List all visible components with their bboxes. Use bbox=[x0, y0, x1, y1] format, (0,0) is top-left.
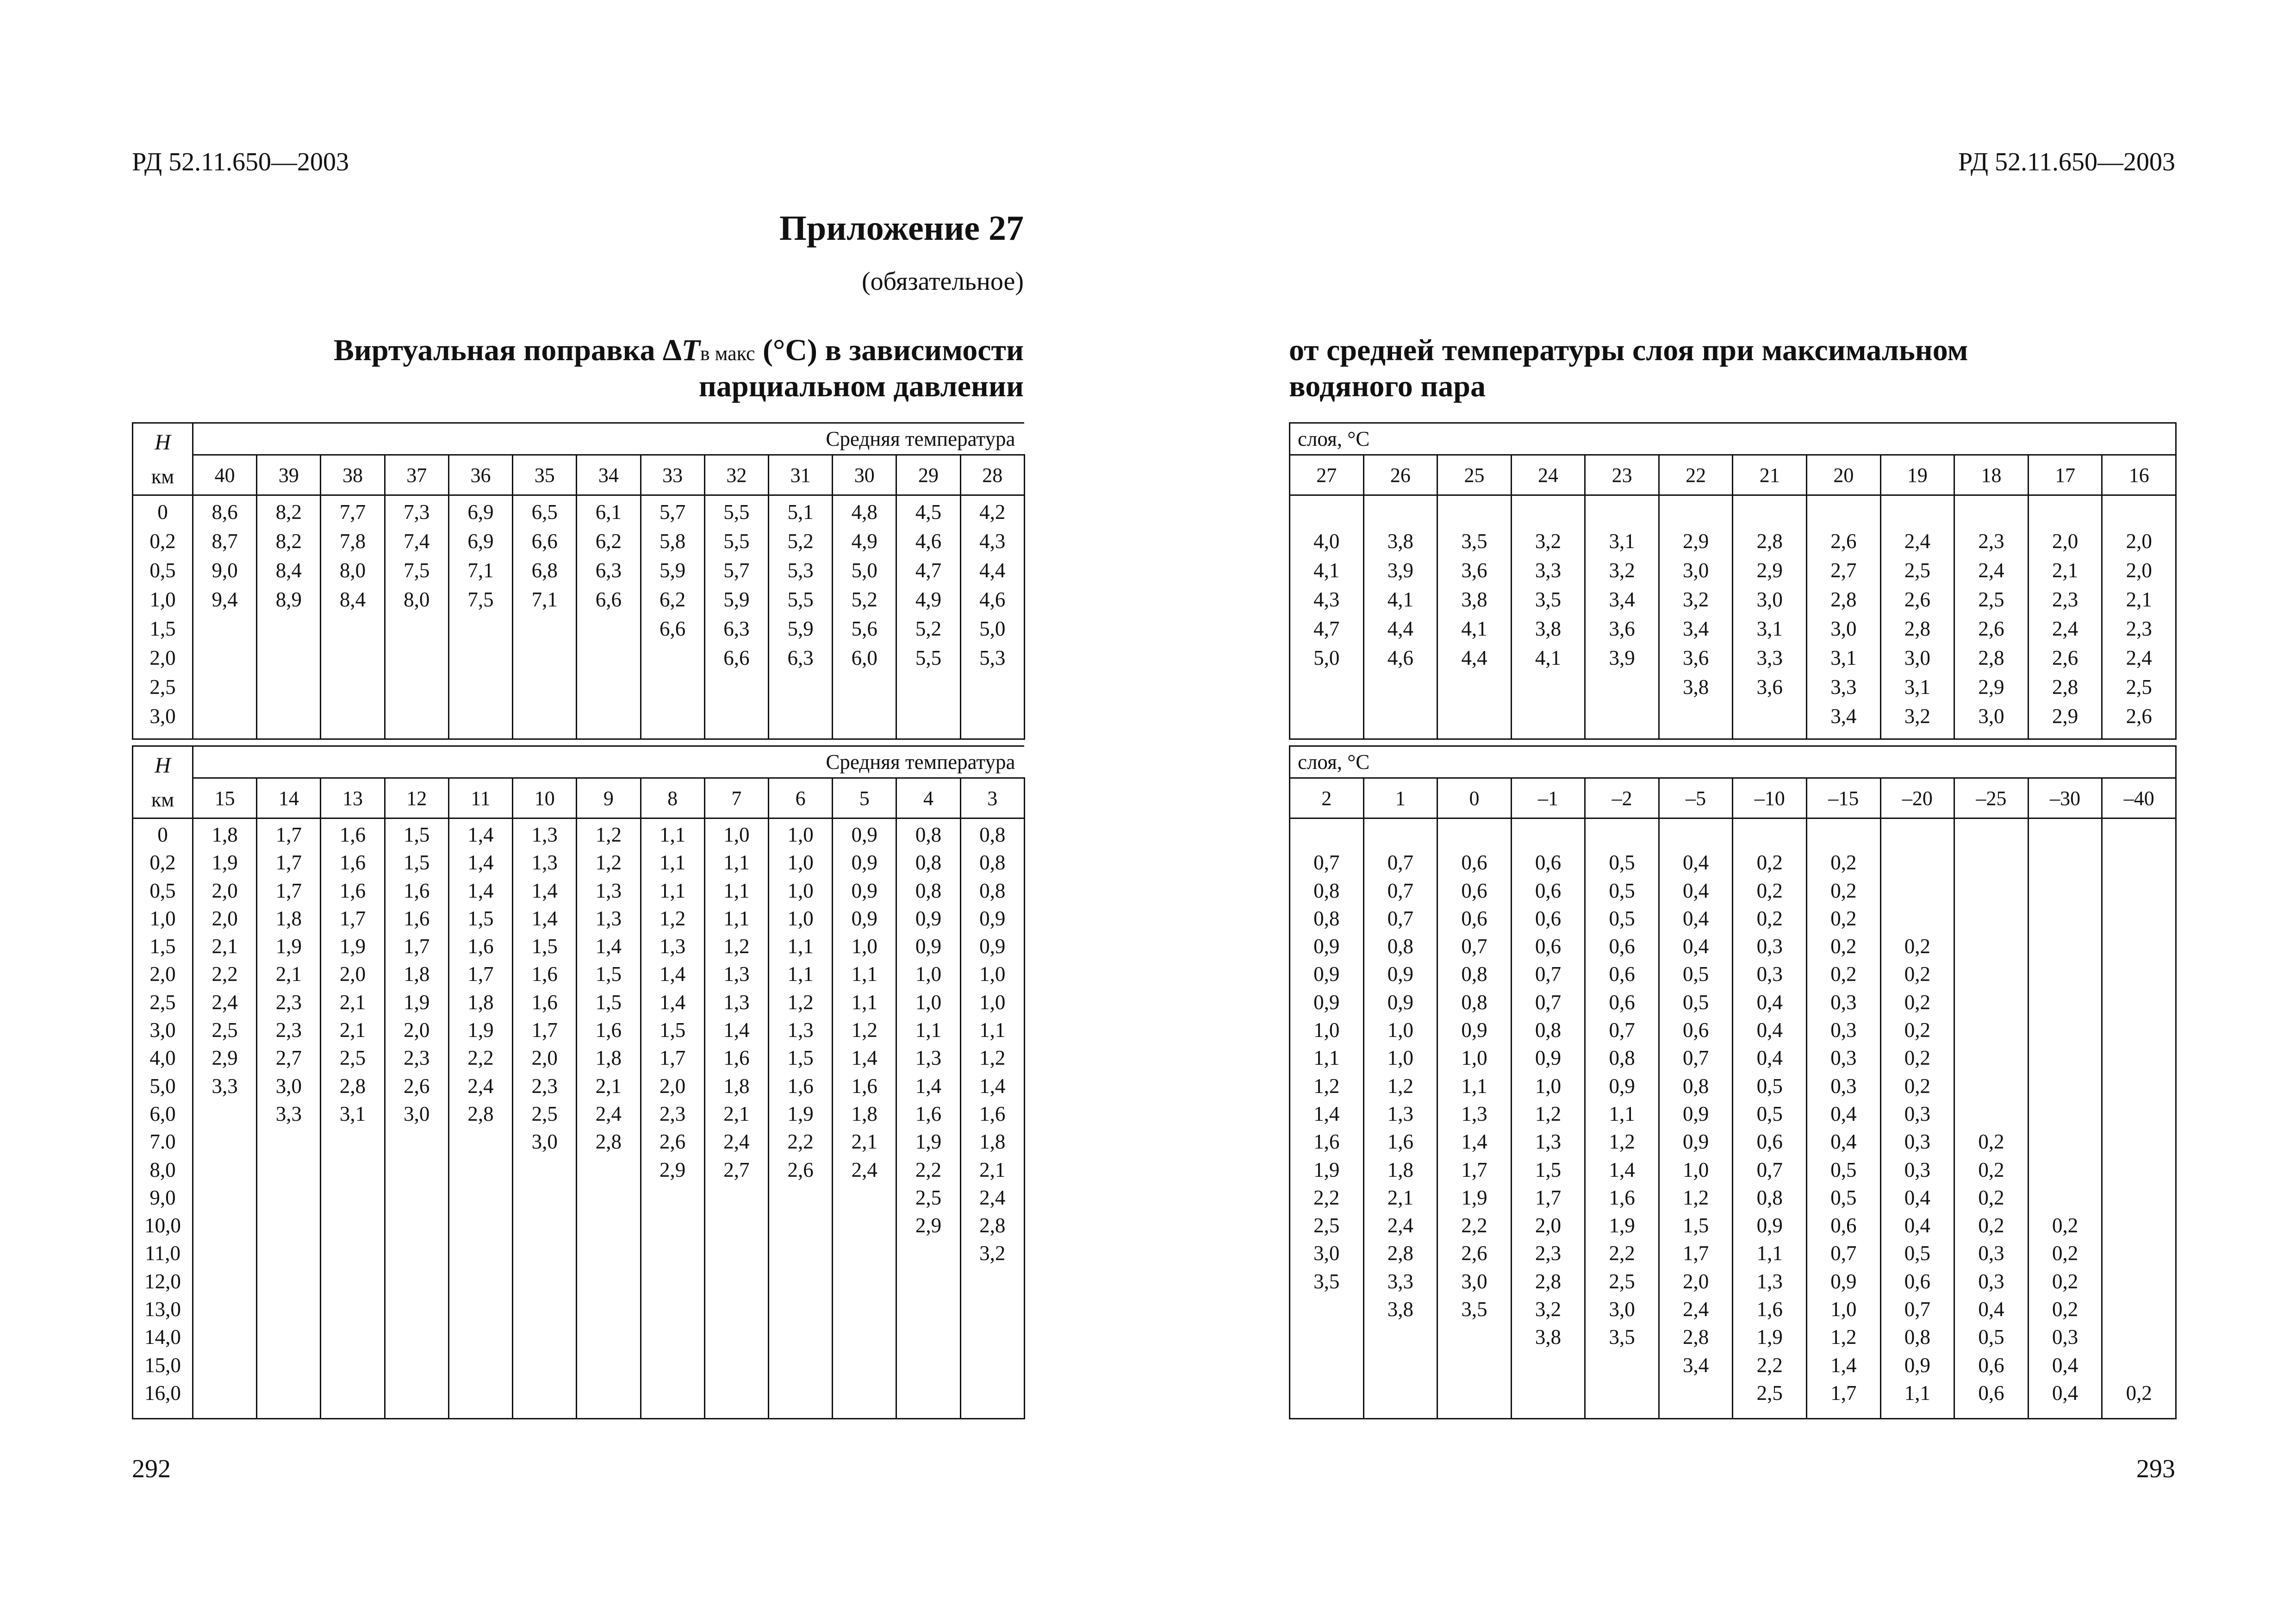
value-column: 0,5 0,5 0,5 0,6 0,6 0,6 0,7 0,8 0,9 1,1 1,2 1,4 1,6 1,9 2,2 2,5 3,0 3,5 bbox=[1585, 818, 1659, 1419]
title-t: T bbox=[681, 333, 700, 367]
column-header: 28 bbox=[960, 455, 1024, 495]
value-column: 6,5 6,6 6,8 7,1 bbox=[513, 495, 577, 739]
span-row bbox=[133, 746, 1025, 778]
h-km-header bbox=[133, 423, 193, 495]
data-row bbox=[133, 818, 1025, 1419]
column-header: 18 bbox=[1954, 455, 2028, 495]
column-header: –30 bbox=[2028, 778, 2102, 818]
column-header: –25 bbox=[1954, 778, 2028, 818]
column-header: 8 bbox=[641, 778, 704, 818]
value-column: 1,0 1,1 1,1 1,1 1,2 1,3 1,3 1,4 1,6 1,8 2,1 2,4 2,7 bbox=[704, 818, 768, 1419]
table-upper-right bbox=[1289, 422, 2177, 740]
column-header: 14 bbox=[257, 778, 321, 818]
value-column: 2,8 2,9 3,0 3,1 3,3 3,6 bbox=[1733, 495, 1807, 739]
value-column: 1,2 1,2 1,3 1,3 1,4 1,5 1,5 1,6 1,8 2,1 2,4 2,8 bbox=[577, 818, 641, 1419]
title-subscript: в макс bbox=[700, 342, 755, 365]
header-row bbox=[1290, 455, 2176, 495]
column-header: 24 bbox=[1511, 455, 1585, 495]
data-row bbox=[133, 495, 1025, 739]
value-column: 5,5 5,5 5,7 5,9 6,3 6,6 bbox=[704, 495, 768, 739]
column-header: 2 bbox=[1290, 778, 1364, 818]
column-header: 17 bbox=[2028, 455, 2102, 495]
column-header: 26 bbox=[1363, 455, 1437, 495]
span-label: слоя, °C bbox=[1290, 746, 2176, 778]
column-header: 12 bbox=[385, 778, 448, 818]
value-column: 4,0 4,1 4,3 4,7 5,0 bbox=[1290, 495, 1364, 739]
value-column: 1,4 1,4 1,4 1,5 1,6 1,7 1,8 1,9 2,2 2,4 2,8 bbox=[448, 818, 512, 1419]
right-page-number: 293 bbox=[2136, 1455, 2175, 1483]
column-header: 6 bbox=[768, 778, 832, 818]
left-title-line1 bbox=[231, 332, 1024, 369]
column-header: 3 bbox=[960, 778, 1024, 818]
column-header: 20 bbox=[1807, 455, 1881, 495]
column-header: 35 bbox=[513, 455, 577, 495]
column-header: 27 bbox=[1290, 455, 1364, 495]
column-header: 32 bbox=[704, 455, 768, 495]
value-column: 1,1 1,1 1,1 1,2 1,3 1,4 1,4 1,5 1,7 2,0 2,3 2,6 2,9 bbox=[641, 818, 704, 1419]
h-values-column: 0 0,2 0,5 1,0 1,5 2,0 2,5 3,0 4,0 5,0 6,0 7.0 8,0 9,0 10,0 11,0 12,0 13,0 14,0 15,0 16,0 bbox=[133, 818, 193, 1419]
h-km-header bbox=[133, 746, 193, 818]
right-title-line1: от средней температуры слоя при максимальном bbox=[1289, 333, 1968, 367]
span-label: Средняя температура bbox=[193, 746, 1025, 778]
column-header: 40 bbox=[193, 455, 257, 495]
column-header: 37 bbox=[385, 455, 448, 495]
value-column: 5,1 5,2 5,3 5,5 5,9 6,3 bbox=[768, 495, 832, 739]
column-header: 22 bbox=[1659, 455, 1733, 495]
value-column: 2,0 2,1 2,3 2,4 2,6 2,8 2,9 bbox=[2028, 495, 2102, 739]
table-lower-right bbox=[1289, 745, 2177, 1419]
column-header: 5 bbox=[833, 778, 896, 818]
column-header: 29 bbox=[896, 455, 960, 495]
right-title-line2: водяного пара bbox=[1289, 369, 1486, 403]
column-header: –10 bbox=[1733, 778, 1807, 818]
value-column: 2,6 2,7 2,8 3,0 3,1 3,3 3,4 bbox=[1807, 495, 1881, 739]
h-values-column: 0 0,2 0,5 1,0 1,5 2,0 2,5 3,0 bbox=[133, 495, 193, 739]
value-column: 2,3 2,4 2,5 2,6 2,8 2,9 3,0 bbox=[1954, 495, 2028, 739]
value-column: 2,4 2,5 2,6 2,8 3,0 3,1 3,2 bbox=[1880, 495, 1954, 739]
column-header: 11 bbox=[448, 778, 512, 818]
column-header: 25 bbox=[1437, 455, 1512, 495]
value-column: 7,3 7,4 7,5 8,0 bbox=[385, 495, 448, 739]
value-column: 1,3 1,3 1,4 1,4 1,5 1,6 1,6 1,7 2,0 2,3 2,5 3,0 bbox=[513, 818, 577, 1419]
value-column: 1,7 1,7 1,7 1,8 1,9 2,1 2,3 2,3 2,7 3,0 3,3 bbox=[257, 818, 321, 1419]
column-header: 1 bbox=[1363, 778, 1437, 818]
column-header: 9 bbox=[577, 778, 641, 818]
title-delta: ∆ bbox=[663, 333, 682, 367]
column-header: 19 bbox=[1880, 455, 1954, 495]
column-header: –5 bbox=[1659, 778, 1733, 818]
value-column: 7,7 7,8 8,0 8,4 bbox=[321, 495, 385, 739]
km-label: км bbox=[151, 465, 174, 488]
column-header: 0 bbox=[1437, 778, 1512, 818]
column-header: 23 bbox=[1585, 455, 1659, 495]
header-row bbox=[1290, 778, 2176, 818]
left-header: РД 52.11.650—2003 bbox=[132, 148, 349, 176]
km-label: км bbox=[151, 788, 174, 812]
column-header: 4 bbox=[896, 778, 960, 818]
value-column: 2,0 2,0 2,1 2,3 2,4 2,5 2,6 bbox=[2102, 495, 2176, 739]
column-header: 36 bbox=[448, 455, 512, 495]
column-header: –20 bbox=[1880, 778, 1954, 818]
header-row bbox=[133, 778, 1025, 818]
value-column: 0,7 0,7 0,7 0,8 0,9 0,9 1,0 1,0 1,2 1,3 1,6 1,8 2,1 2,4 2,8 3,3 3,8 bbox=[1363, 818, 1437, 1419]
value-column: 5,7 5,8 5,9 6,2 6,6 bbox=[641, 495, 704, 739]
span-label: слоя, °C bbox=[1290, 423, 2176, 455]
value-column: 0,8 0,8 0,8 0,9 0,9 1,0 1,0 1,1 1,3 1,4 1,6 1,9 2,2 2,5 2,9 bbox=[896, 818, 960, 1419]
value-column: 4,2 4,3 4,4 4,6 5,0 5,3 bbox=[960, 495, 1024, 739]
column-header: 31 bbox=[768, 455, 832, 495]
value-column: 0,7 0,8 0,8 0,9 0,9 0,9 1,0 1,1 1,2 1,4 1,6 1,9 2,2 2,5 3,0 3,5 bbox=[1290, 818, 1364, 1419]
value-column: 4,5 4,6 4,7 4,9 5,2 5,5 bbox=[896, 495, 960, 739]
value-column: 1,0 1,0 1,0 1,0 1,1 1,1 1,2 1,3 1,5 1,6 1,9 2,2 2,6 bbox=[768, 818, 832, 1419]
left-title bbox=[231, 332, 1024, 405]
column-header: 33 bbox=[641, 455, 704, 495]
value-column: 3,8 3,9 4,1 4,4 4,6 bbox=[1363, 495, 1437, 739]
column-header: 21 bbox=[1733, 455, 1807, 495]
data-row bbox=[1290, 495, 2176, 739]
left-page-number: 292 bbox=[132, 1455, 171, 1483]
column-header: –1 bbox=[1511, 778, 1585, 818]
title-suffix: (°C) в зависимости bbox=[755, 333, 1024, 367]
table-lower-left bbox=[132, 745, 1025, 1419]
value-column: 0,2 0,2 0,2 0,2 0,2 0,3 0,3 0,3 0,3 0,4 0,4 0,5 0,5 0,6 0,7 0,9 1,0 1,2 1,4 1,7 bbox=[1807, 818, 1881, 1419]
value-column: 3,1 3,2 3,4 3,6 3,9 bbox=[1585, 495, 1659, 739]
left-title-line2: парциальном давлении bbox=[698, 369, 1024, 403]
appendix-obligatory: (обязательное) bbox=[862, 267, 1024, 296]
span-row bbox=[1290, 746, 2176, 778]
column-header: 16 bbox=[2102, 455, 2176, 495]
value-column: 0,2 0,2 0,2 0,2 0,3 0,3 0,4 0,5 0,6 0,6 bbox=[1954, 818, 2028, 1419]
appendix-title: Приложение 27 bbox=[779, 209, 1024, 248]
value-column: 4,8 4,9 5,0 5,2 5,6 6,0 bbox=[833, 495, 896, 739]
column-header: 34 bbox=[577, 455, 641, 495]
span-row bbox=[1290, 423, 2176, 455]
table-upper-left bbox=[132, 422, 1025, 740]
value-column: 0,4 0,4 0,4 0,4 0,5 0,5 0,6 0,7 0,8 0,9 0,9 1,0 1,2 1,5 1,7 2,0 2,4 2,8 3,4 bbox=[1659, 818, 1733, 1419]
column-header: –2 bbox=[1585, 778, 1659, 818]
value-column: 8,2 8,2 8,4 8,9 bbox=[257, 495, 321, 739]
value-column: 0,2 bbox=[2102, 818, 2176, 1419]
h-label: H bbox=[155, 430, 171, 455]
column-header: 30 bbox=[833, 455, 896, 495]
value-column: 0,6 0,6 0,6 0,6 0,7 0,7 0,8 0,9 1,0 1,2 1,3 1,5 1,7 2,0 2,3 2,8 3,2 3,8 bbox=[1511, 818, 1585, 1419]
value-column: 0,9 0,9 0,9 0,9 1,0 1,1 1,1 1,2 1,4 1,6 1,8 2,1 2,4 bbox=[833, 818, 896, 1419]
title-prefix: Виртуальная поправка bbox=[333, 333, 663, 367]
value-column: 1,8 1,9 2,0 2,0 2,1 2,2 2,4 2,5 2,9 3,3 bbox=[193, 818, 257, 1419]
column-header: 39 bbox=[257, 455, 321, 495]
h-label: H bbox=[155, 753, 171, 778]
value-column: 3,2 3,3 3,5 3,8 4,1 bbox=[1511, 495, 1585, 739]
right-title bbox=[1289, 332, 2168, 405]
value-column: 2,9 3,0 3,2 3,4 3,6 3,8 bbox=[1659, 495, 1733, 739]
value-column: 1,6 1,6 1,6 1,7 1,9 2,0 2,1 2,1 2,5 2,8 3,1 bbox=[321, 818, 385, 1419]
value-column: 3,5 3,6 3,8 4,1 4,4 bbox=[1437, 495, 1512, 739]
value-column: 6,1 6,2 6,3 6,6 bbox=[577, 495, 641, 739]
column-header: 13 bbox=[321, 778, 385, 818]
span-label: Средняя температура bbox=[193, 423, 1025, 455]
column-header: 15 bbox=[193, 778, 257, 818]
value-column: 0,2 0,2 0,2 0,2 0,2 0,2 0,3 0,3 0,3 0,4 0,4 0,5 0,6 0,7 0,8 0,9 1,1 bbox=[1880, 818, 1954, 1419]
column-header: –40 bbox=[2102, 778, 2176, 818]
value-column: 1,5 1,5 1,6 1,6 1,7 1,8 1,9 2,0 2,3 2,6 3,0 bbox=[385, 818, 448, 1419]
right-header: РД 52.11.650—2003 bbox=[1958, 148, 2175, 176]
column-header: –15 bbox=[1807, 778, 1881, 818]
value-column: 6,9 6,9 7,1 7,5 bbox=[448, 495, 512, 739]
span-row bbox=[133, 423, 1025, 455]
column-header: 38 bbox=[321, 455, 385, 495]
column-header: 10 bbox=[513, 778, 577, 818]
value-column: 0,6 0,6 0,6 0,7 0,8 0,8 0,9 1,0 1,1 1,3 1,4 1,7 1,9 2,2 2,6 3,0 3,5 bbox=[1437, 818, 1512, 1419]
value-column: 0,2 0,2 0,2 0,3 0,3 0,4 0,4 0,4 0,5 0,5 0,6 0,7 0,8 0,9 1,1 1,3 1,6 1,9 2,2 2,5 bbox=[1733, 818, 1807, 1419]
value-column: 0,8 0,8 0,8 0,9 0,9 1,0 1,0 1,1 1,2 1,4 1,6 1,8 2,1 2,4 2,8 3,2 bbox=[960, 818, 1024, 1419]
value-column: 0,2 0,2 0,2 0,2 0,3 0,4 0,4 bbox=[2028, 818, 2102, 1419]
data-row bbox=[1290, 818, 2176, 1419]
column-header: 7 bbox=[704, 778, 768, 818]
value-column: 8,6 8,7 9,0 9,4 bbox=[193, 495, 257, 739]
header-row bbox=[133, 455, 1025, 495]
